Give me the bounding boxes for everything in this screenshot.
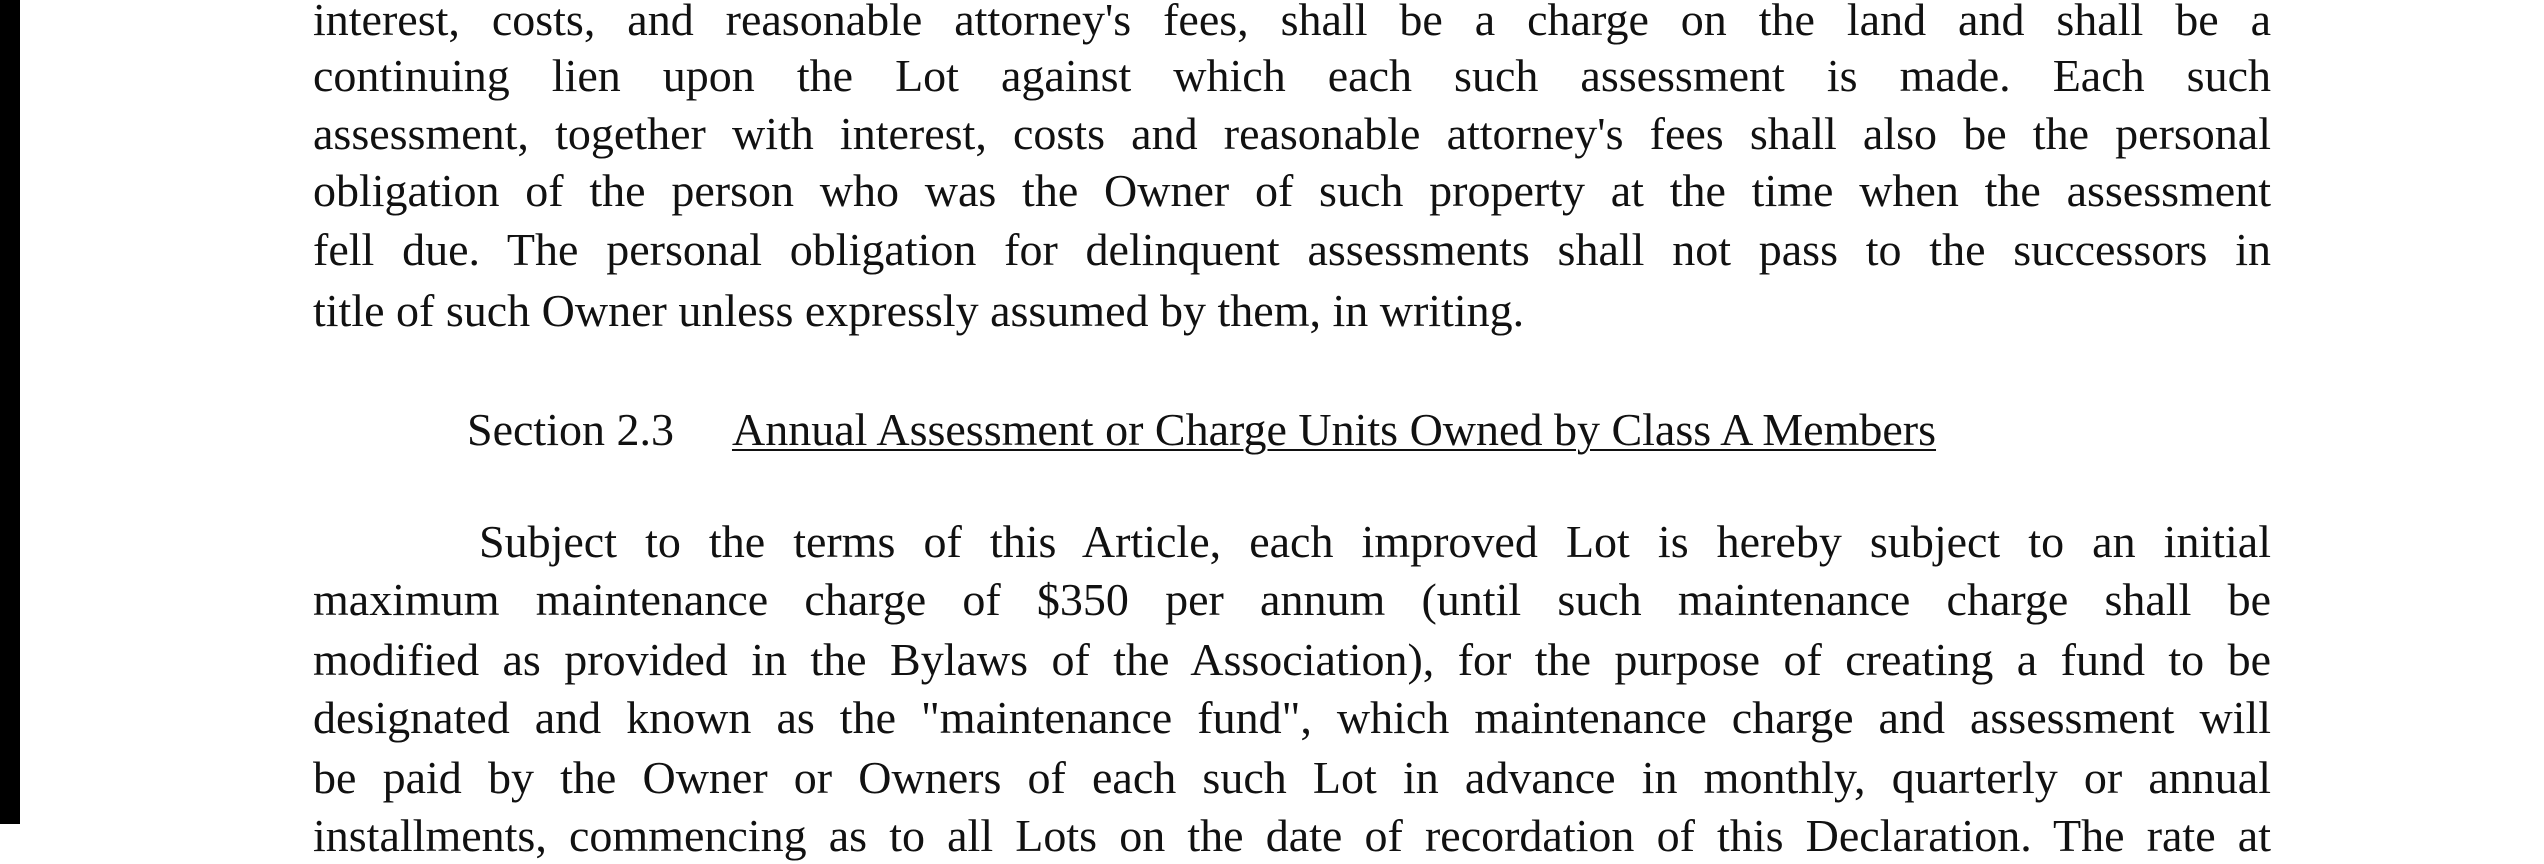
scan-edge-bar bbox=[0, 0, 20, 824]
section-number: Section 2.3 bbox=[467, 404, 674, 455]
text-line: continuing lien upon the Lot against which each such assessment is made. Each such bbox=[313, 50, 2271, 101]
text-line: be paid by the Owner or Owners of each such Lot in advance in monthly, quarterly or annual bbox=[313, 752, 2271, 803]
text-line: fell due. The personal obligation for delinquent assessments shall not pass to the successors in bbox=[313, 224, 2271, 275]
text-line: designated and known as the "maintenance fund", which maintenance charge and assessment will bbox=[313, 692, 2271, 743]
section-title: Annual Assessment or Charge Units Owned by Class A Members bbox=[731, 404, 1937, 455]
document-page bbox=[313, 0, 2271, 861]
text-line: obligation of the person who was the Owner of such property at the time when the assessment bbox=[313, 165, 2271, 216]
text-line: assessment, together with interest, costs and reasonable attorney's fees shall also be the personal bbox=[313, 108, 2271, 159]
text-line: interest, costs, and reasonable attorney's fees, shall be a charge on the land and shall be a bbox=[313, 0, 2271, 45]
text-line: maximum maintenance charge of $350 per annum (until such maintenance charge shall be bbox=[313, 574, 2271, 625]
section-heading bbox=[467, 402, 1936, 458]
text-line: installments, commencing as to all Lots on the date of recordation of this Declaration. The rate at bbox=[313, 810, 2271, 861]
text-line: title of such Owner unless expressly assumed by them, in writing. bbox=[313, 285, 1525, 336]
text-line: Subject to the terms of this Article, each improved Lot is hereby subject to an initial bbox=[479, 516, 2271, 567]
text-line: modified as provided in the Bylaws of the Association), for the purpose of creating a fund to be bbox=[313, 634, 2271, 685]
